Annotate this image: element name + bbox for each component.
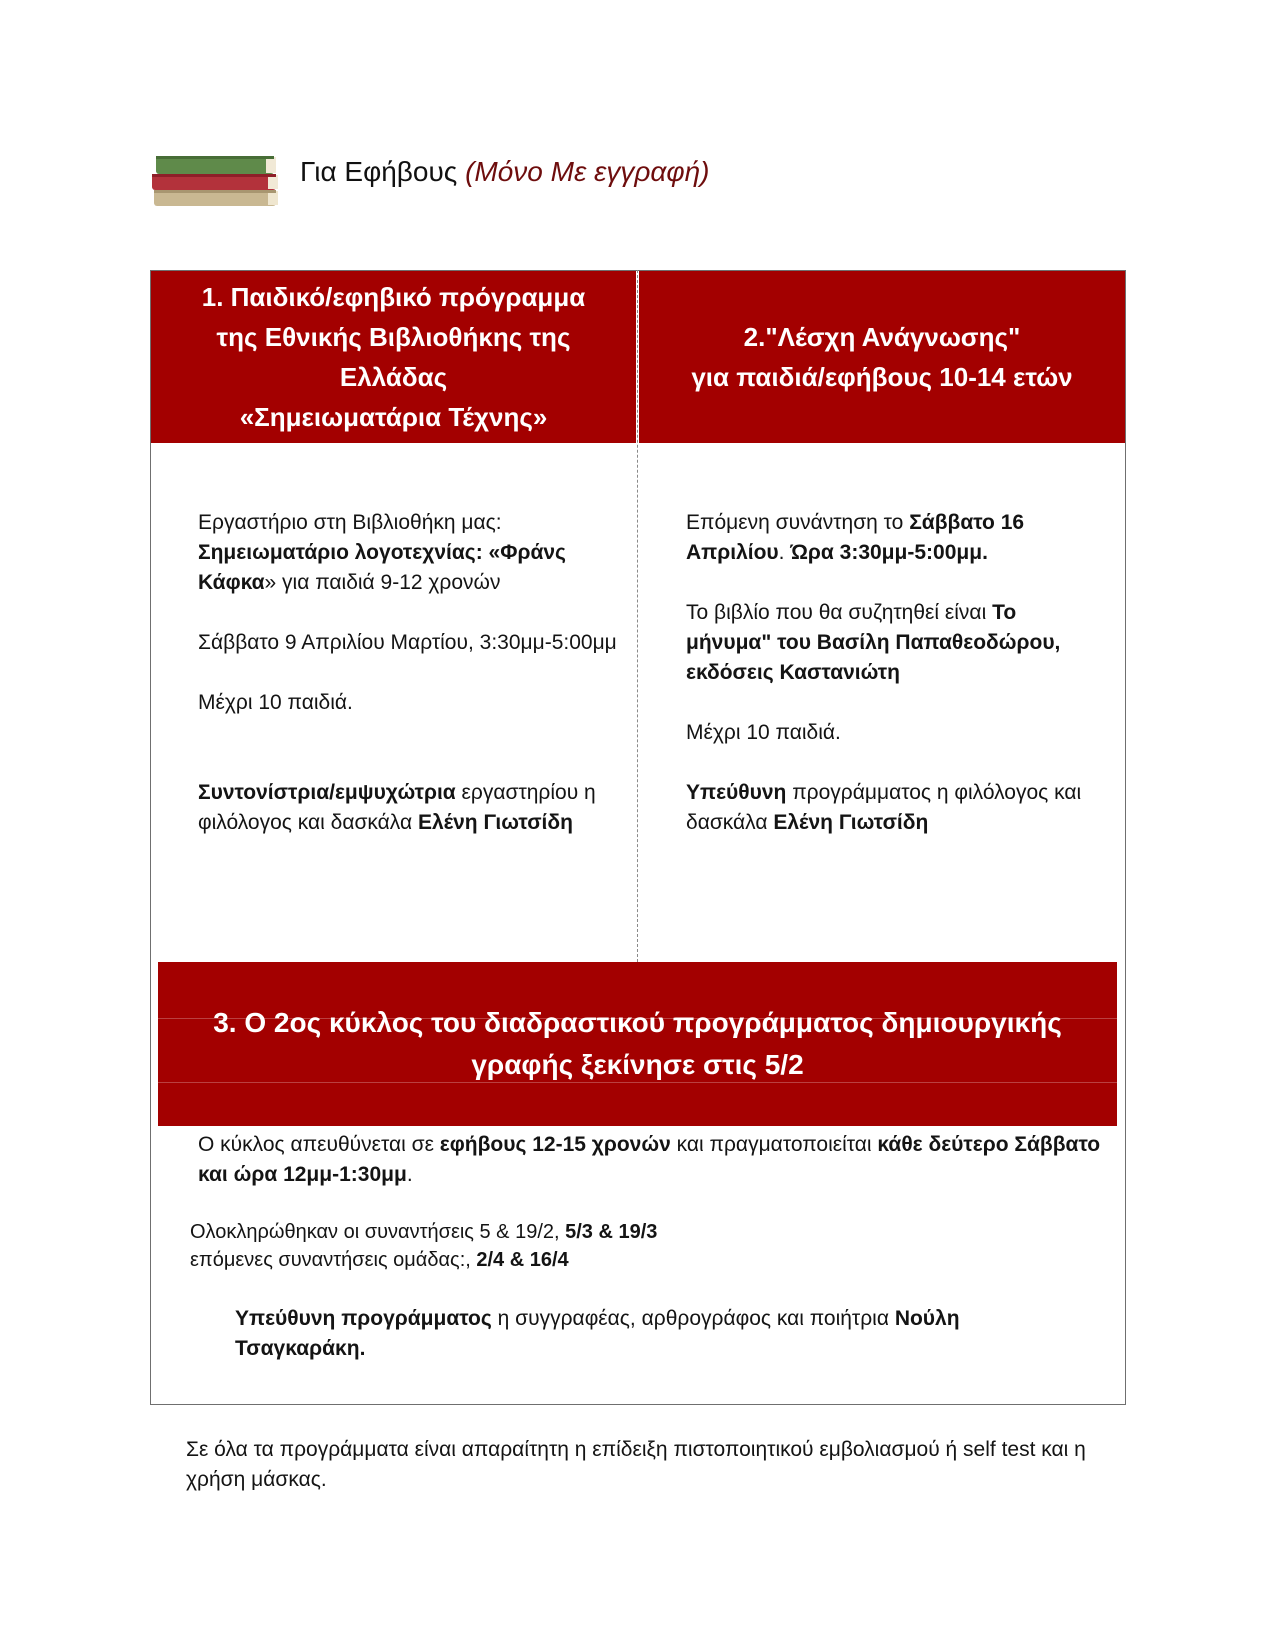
program3-responsible-text: η συγγραφέας, αρθρογράφος και ποιήτρια	[491, 1307, 895, 1330]
program1-heading	[151, 271, 636, 443]
program2-book	[686, 598, 1106, 688]
program2-next-time: Ώρα 3:30μμ-5:00μμ.	[790, 541, 988, 564]
program2-next-text: Επόμενη συνάντηση το	[686, 511, 910, 534]
program2-book-title: Το μήνυμα" του Βασίλη Παπαθεοδώρου, εκδόσεις Καστανιώτη	[686, 601, 1061, 684]
program1-coordinator-role: Συντονίστρια/εμψυχώτρια	[198, 781, 456, 804]
program2-responsible-role: Υπεύθυνη	[686, 781, 787, 804]
program3-intro	[198, 1130, 1118, 1190]
page-title	[300, 154, 710, 190]
program3-completed-text: Ολοκληρώθηκαν οι συναντήσεις 5 & 19/2,	[190, 1221, 566, 1243]
program3-next-text: επόμενες συναντήσεις ομάδας:,	[190, 1249, 477, 1271]
program3-heading-line: γραφής ξεκίνησε στις 5/2	[471, 1049, 804, 1080]
program1-workshop-audience: » για παιδιά 9-12 χρονών	[264, 571, 501, 594]
program3-responsible-role: Υπεύθυνη προγράμματος	[235, 1307, 492, 1330]
program2-responsible-name: Ελένη Γιωτσίδη	[773, 811, 929, 834]
band-rule	[158, 1018, 1117, 1019]
program2-heading-line: για παιδιά/εφήβους 10-14 ετών	[691, 362, 1073, 392]
program3-intro-text: και πραγματοποιείται	[670, 1133, 878, 1156]
program3-heading	[158, 962, 1117, 1126]
program2-responsible	[686, 778, 1106, 838]
program1-heading-line: 1. Παιδικό/εφηβικό πρόγραμμα	[201, 282, 586, 312]
program3-intro-text: Ο κύκλος απευθύνεται σε	[198, 1133, 440, 1156]
program2-heading-line: 2."Λέσχη Ανάγνωσης"	[743, 322, 1021, 352]
program1-heading-line: «Σημειωματάρια Τέχνης»	[239, 402, 548, 432]
program2-body	[686, 508, 1106, 838]
program1-capacity: Μέχρι 10 παιδιά.	[198, 691, 353, 714]
program1-heading-line: Ελλάδας	[339, 362, 448, 392]
program3-intro-text: .	[406, 1163, 413, 1186]
footer-note: Σε όλα τα προγράμματα είναι απαραίτητη η επίδειξη πιστοποιητικού εμβολιασμού ή self test και η χρήση μάσκας.	[186, 1438, 1086, 1491]
program1-workshop-title: Σημειωματάριο λογοτεχνίας: «Φράνς Κάφκα	[198, 541, 566, 594]
program1-intro: Εργαστήριο στη Βιβλιοθήκη μας:	[198, 511, 502, 534]
program3-heading-line: 3. Ο 2ος κύκλος του διαδραστικού προγράμματος δημιουργικής	[213, 1007, 1062, 1038]
program3-meetings	[190, 1218, 1090, 1274]
program2-next-dot: .	[778, 541, 791, 564]
program2-responsible-text: προγράμματος η φιλόλογος και δασκάλα	[686, 781, 1082, 834]
program3-completed-dates: 5/3 & 19/3	[565, 1221, 658, 1243]
program1-body	[198, 508, 618, 838]
program3-next	[190, 1246, 1090, 1274]
title-accent: (Μόνο Με εγγραφή)	[465, 156, 710, 187]
program2-heading	[639, 271, 1125, 443]
program3-completed	[190, 1218, 1090, 1246]
program1-coordinator	[198, 778, 618, 838]
program2-capacity: Μέχρι 10 παιδιά.	[686, 721, 841, 744]
program1-heading-line: της Εθνικής Βιβλιοθήκης της	[216, 322, 571, 352]
program2-next-meeting	[686, 508, 1106, 568]
books-stack-icon	[150, 152, 284, 208]
column-divider	[637, 270, 638, 962]
program3-audience: εφήβους 12-15 χρονών	[439, 1133, 671, 1156]
program3-next-dates: 2/4 & 16/4	[476, 1249, 569, 1271]
program3-responsible	[235, 1304, 1095, 1364]
program1-date: Σάββατο 9 Απριλίου Μαρτίου, 3:30μμ-5:00μμ	[198, 631, 617, 654]
program2-book-text: Το βιβλίο που θα συζητηθεί είναι	[686, 601, 993, 624]
program3-schedule: κάθε δεύτερο Σάββατο και ώρα 12μμ-1:30μμ	[198, 1133, 1101, 1186]
program3-responsible-name: Νούλη Τσαγκαράκη.	[235, 1307, 960, 1360]
program2-next-date: Σάββατο 16 Απριλίου	[686, 511, 1025, 564]
band-rule	[158, 1082, 1117, 1083]
program1-coordinator-text: εργαστηρίου η φιλόλογος και δασκάλα	[198, 781, 596, 834]
title-main: Για Εφήβους	[300, 156, 466, 187]
program1-coordinator-name: Ελένη Γιωτσίδη	[417, 811, 573, 834]
program1-workshop	[198, 538, 618, 598]
